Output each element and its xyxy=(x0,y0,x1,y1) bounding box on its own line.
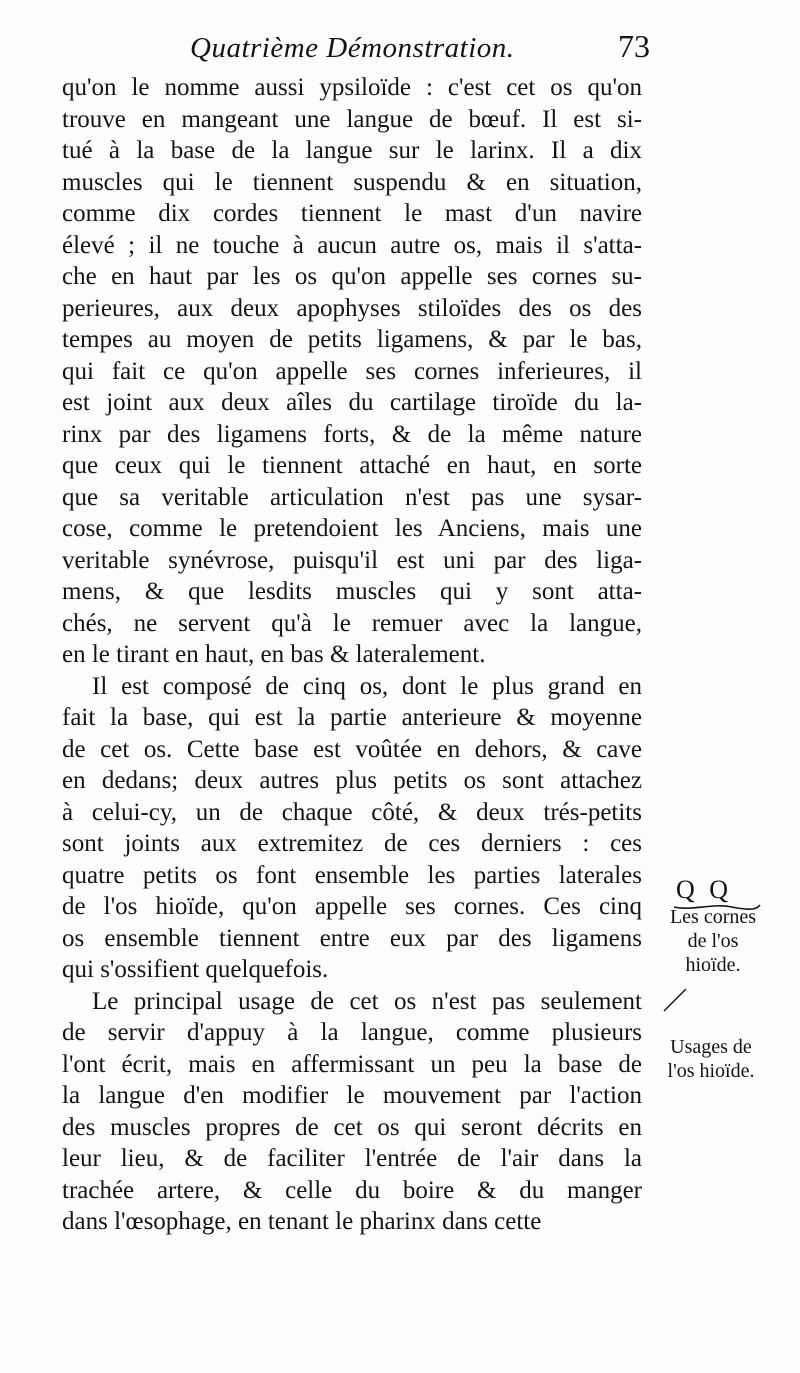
text-line: de cet os. Cette base est voûtée en dehors, & cave xyxy=(62,735,642,763)
text-line: trouve en mangeant une langue de bœuf. Il est si- xyxy=(62,105,642,133)
text-line: dans l'œsophage, en tenant le pharinx dans cette xyxy=(62,1208,542,1235)
text-line: sont joints aux extremitez de ces derniers : ces xyxy=(62,830,642,857)
text-line: rinx par des ligamens forts, & de la même nature xyxy=(62,420,642,448)
text-line: quatre petits os font ensemble les parties laterales xyxy=(62,861,642,889)
text-line: tué à la base de la langue sur le larinx. Il a dix xyxy=(62,137,642,164)
signature-mark: Q Q xyxy=(676,875,733,904)
margin-note-line: Les cornes xyxy=(669,906,757,928)
text-line: qu'on le nomme aussi ypsiloïde : c'est cet os qu'on xyxy=(62,74,642,101)
text-line: la langue d'en modifier le mouvement par l'action xyxy=(62,1082,642,1109)
text-line: trachée artere, & celle du boire & du manger xyxy=(62,1176,642,1204)
text-line: l'ont écrit, mais en affermissant un peu la base de xyxy=(62,1050,642,1078)
margin-note-usages xyxy=(652,1035,770,1083)
text-line: des muscles propres de cet os qui seront décrits en xyxy=(62,1113,642,1141)
text-line: Il est composé de cinq os, dont le plus grand en xyxy=(92,672,642,700)
text-line: élevé ; il ne touche à aucun autre os, mais il s'atta- xyxy=(62,231,642,259)
text-line: comme dix cordes tiennent le mast d'un navire xyxy=(62,200,642,227)
text-line: Le principal usage de cet os n'est pas seulement xyxy=(92,987,642,1015)
text-line: fait la base, qui est la partie anterieure & moyenne xyxy=(62,704,642,731)
text-line: perieures, aux deux apophyses stiloïdes des os des xyxy=(62,294,642,322)
body-text xyxy=(62,72,642,1238)
text-line: qui s'ossifient quelquefois. xyxy=(62,956,329,983)
text-line: de servir d'appuy à la langue, comme plusieurs xyxy=(62,1019,642,1046)
running-title: Quatrième Démonstration. xyxy=(190,32,515,64)
slash-mark-icon xyxy=(660,985,690,1015)
text-line: che en haut par les os qu'on appelle ses cornes su- xyxy=(62,263,642,290)
margin-note-line: l'os hioïde. xyxy=(667,1060,755,1082)
text-line: que sa veritable articulation n'est pas une sysar- xyxy=(62,483,642,511)
text-line: en dedans; deux autres plus petits os sont attachez xyxy=(62,767,642,794)
text-line: tempes au moyen de petits ligamens, & par le bas, xyxy=(62,326,642,353)
text-line: en le tirant en haut, en bas & lateralement. xyxy=(62,641,486,668)
text-line: que ceux qui le tiennent attaché en haut, en sorte xyxy=(62,452,642,479)
text-line: qui fait ce qu'on appelle ses cornes inferieures, il xyxy=(62,357,642,385)
margin-note-cornes xyxy=(658,905,768,977)
margin-note-line: de l'os xyxy=(687,930,739,952)
text-line: chés, ne servent qu'à le remuer avec la langue, xyxy=(62,609,642,637)
text-line: à celui-cy, un de chaque côté, & deux trés-petits xyxy=(62,798,642,826)
text-line: muscles qui le tiennent suspendu & en situation, xyxy=(62,168,642,196)
page-number: 73 xyxy=(618,28,650,64)
text-line: est joint aux deux aîles du cartilage tiroïde du la- xyxy=(62,389,642,416)
text-line: os ensemble tiennent entre eux par des ligamens xyxy=(62,924,642,952)
margin-note-line: Usages de xyxy=(670,1036,752,1058)
text-line: cose, comme le pretendoient les Anciens, mais une xyxy=(62,515,642,542)
text-line: mens, & que lesdits muscles qui y sont atta- xyxy=(62,578,642,605)
page-header xyxy=(190,22,650,70)
text-line: veritable synévrose, puisqu'il est uni par des liga- xyxy=(62,546,642,574)
text-line: leur lieu, & de faciliter l'entrée de l'air dans la xyxy=(62,1145,642,1172)
margin-note-line: hioïde. xyxy=(685,954,741,976)
text-line: de l'os hioïde, qu'on appelle ses cornes. Ces cinq xyxy=(62,893,642,920)
